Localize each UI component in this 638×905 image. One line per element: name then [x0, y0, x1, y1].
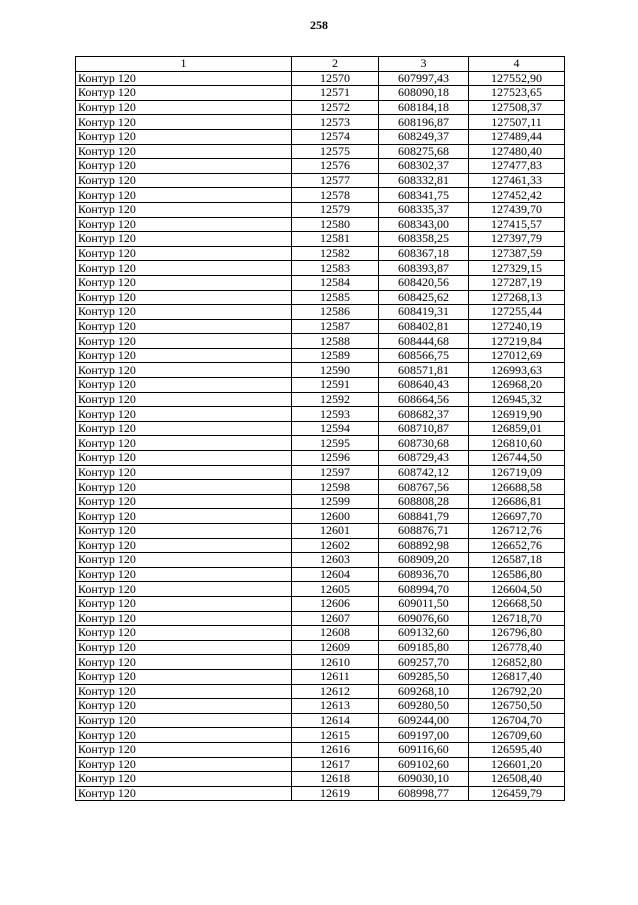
y-coordinate-cell: 126968,20: [469, 378, 565, 393]
contour-name-cell: Контур 120: [76, 728, 292, 743]
table-row: [76, 742, 565, 757]
y-coordinate-cell: 126688,58: [469, 480, 565, 495]
y-coordinate-cell: 127255,44: [469, 305, 565, 320]
table-row: [76, 538, 565, 553]
y-coordinate-cell: 126718,70: [469, 611, 565, 626]
contour-name-cell: Контур 120: [76, 494, 292, 509]
x-coordinate-cell: 608892,98: [379, 538, 469, 553]
table-header-row: [76, 57, 565, 72]
x-coordinate-cell: 608994,70: [379, 582, 469, 597]
x-coordinate-cell: 608275,68: [379, 144, 469, 159]
table-row: [76, 582, 565, 597]
x-coordinate-cell: 608767,56: [379, 480, 469, 495]
point-number-cell: 12601: [292, 524, 379, 539]
y-coordinate-cell: 127507,11: [469, 115, 565, 130]
table-row: [76, 451, 565, 466]
table-row: [76, 655, 565, 670]
y-coordinate-cell: 126796,80: [469, 626, 565, 641]
table-row: [76, 290, 565, 305]
y-coordinate-cell: 127012,69: [469, 348, 565, 363]
table-row: [76, 728, 565, 743]
table-row: [76, 129, 565, 144]
y-coordinate-cell: 127415,57: [469, 217, 565, 232]
contour-name-cell: Контур 120: [76, 173, 292, 188]
column-header-4: 4: [469, 57, 565, 72]
contour-name-cell: Контур 120: [76, 348, 292, 363]
table-row: [76, 640, 565, 655]
y-coordinate-cell: 127287,19: [469, 275, 565, 290]
point-number-cell: 12595: [292, 436, 379, 451]
table-row: [76, 596, 565, 611]
contour-name-cell: Контур 120: [76, 246, 292, 261]
y-coordinate-cell: 127477,83: [469, 159, 565, 174]
table-row: [76, 626, 565, 641]
point-number-cell: 12613: [292, 699, 379, 714]
y-coordinate-cell: 127268,13: [469, 290, 565, 305]
point-number-cell: 12614: [292, 713, 379, 728]
y-coordinate-cell: 127219,84: [469, 334, 565, 349]
x-coordinate-cell: 608682,37: [379, 407, 469, 422]
x-coordinate-cell: 609076,60: [379, 611, 469, 626]
contour-name-cell: Контур 120: [76, 363, 292, 378]
point-number-cell: 12571: [292, 86, 379, 101]
table-row: [76, 246, 565, 261]
table-row: [76, 772, 565, 787]
x-coordinate-cell: 608936,70: [379, 567, 469, 582]
x-coordinate-cell: 608444,68: [379, 334, 469, 349]
contour-name-cell: Контур 120: [76, 757, 292, 772]
x-coordinate-cell: 609197,00: [379, 728, 469, 743]
y-coordinate-cell: 126652,76: [469, 538, 565, 553]
point-number-cell: 12593: [292, 407, 379, 422]
point-number-cell: 12592: [292, 392, 379, 407]
x-coordinate-cell: 608332,81: [379, 173, 469, 188]
y-coordinate-cell: 126686,81: [469, 494, 565, 509]
table-body: [76, 71, 565, 801]
table-row: [76, 669, 565, 684]
y-coordinate-cell: 127552,90: [469, 71, 565, 86]
table-row: [76, 421, 565, 436]
x-coordinate-cell: 608184,18: [379, 100, 469, 115]
x-coordinate-cell: 608341,75: [379, 188, 469, 203]
x-coordinate-cell: 608335,37: [379, 202, 469, 217]
point-number-cell: 12610: [292, 655, 379, 670]
point-number-cell: 12608: [292, 626, 379, 641]
coordinates-table: [75, 56, 565, 801]
x-coordinate-cell: 608909,20: [379, 553, 469, 568]
point-number-cell: 12604: [292, 567, 379, 582]
point-number-cell: 12605: [292, 582, 379, 597]
x-coordinate-cell: 608664,56: [379, 392, 469, 407]
table-row: [76, 334, 565, 349]
y-coordinate-cell: 127329,15: [469, 261, 565, 276]
contour-name-cell: Контур 120: [76, 436, 292, 451]
point-number-cell: 12577: [292, 173, 379, 188]
y-coordinate-cell: 126792,20: [469, 684, 565, 699]
y-coordinate-cell: 126586,80: [469, 567, 565, 582]
contour-name-cell: Контур 120: [76, 202, 292, 217]
table-row: [76, 232, 565, 247]
x-coordinate-cell: 608710,87: [379, 421, 469, 436]
point-number-cell: 12618: [292, 772, 379, 787]
y-coordinate-cell: 126817,40: [469, 669, 565, 684]
contour-name-cell: Контур 120: [76, 392, 292, 407]
x-coordinate-cell: 609102,60: [379, 757, 469, 772]
point-number-cell: 12606: [292, 596, 379, 611]
x-coordinate-cell: 608640,43: [379, 378, 469, 393]
point-number-cell: 12607: [292, 611, 379, 626]
y-coordinate-cell: 127439,70: [469, 202, 565, 217]
y-coordinate-cell: 126919,90: [469, 407, 565, 422]
x-coordinate-cell: 608402,81: [379, 319, 469, 334]
point-number-cell: 12585: [292, 290, 379, 305]
table-row: [76, 524, 565, 539]
point-number-cell: 12611: [292, 669, 379, 684]
y-coordinate-cell: 126744,50: [469, 451, 565, 466]
x-coordinate-cell: 609285,50: [379, 669, 469, 684]
x-coordinate-cell: 608420,56: [379, 275, 469, 290]
x-coordinate-cell: 608742,12: [379, 465, 469, 480]
x-coordinate-cell: 608998,77: [379, 786, 469, 801]
x-coordinate-cell: 609280,50: [379, 699, 469, 714]
table-row: [76, 363, 565, 378]
y-coordinate-cell: 126778,40: [469, 640, 565, 655]
contour-name-cell: Контур 120: [76, 421, 292, 436]
x-coordinate-cell: 609030,10: [379, 772, 469, 787]
table-row: [76, 319, 565, 334]
x-coordinate-cell: 608196,87: [379, 115, 469, 130]
table-row: [76, 494, 565, 509]
x-coordinate-cell: 608393,87: [379, 261, 469, 276]
table-row: [76, 71, 565, 86]
contour-name-cell: Контур 120: [76, 334, 292, 349]
column-header-1: 1: [76, 57, 292, 72]
contour-name-cell: Контур 120: [76, 611, 292, 626]
table-row: [76, 509, 565, 524]
point-number-cell: 12597: [292, 465, 379, 480]
x-coordinate-cell: 609185,80: [379, 640, 469, 655]
contour-name-cell: Контур 120: [76, 451, 292, 466]
y-coordinate-cell: 127452,42: [469, 188, 565, 203]
contour-name-cell: Контур 120: [76, 465, 292, 480]
point-number-cell: 12612: [292, 684, 379, 699]
table-row: [76, 786, 565, 801]
table-row: [76, 261, 565, 276]
point-number-cell: 12599: [292, 494, 379, 509]
table-row: [76, 202, 565, 217]
y-coordinate-cell: 126459,79: [469, 786, 565, 801]
point-number-cell: 12572: [292, 100, 379, 115]
contour-name-cell: Контур 120: [76, 144, 292, 159]
contour-name-cell: Контур 120: [76, 786, 292, 801]
y-coordinate-cell: 126712,76: [469, 524, 565, 539]
x-coordinate-cell: 608419,31: [379, 305, 469, 320]
point-number-cell: 12602: [292, 538, 379, 553]
contour-name-cell: Контур 120: [76, 407, 292, 422]
page-number: 258: [310, 18, 328, 32]
table-row: [76, 407, 565, 422]
y-coordinate-cell: 126945,32: [469, 392, 565, 407]
x-coordinate-cell: 609132,60: [379, 626, 469, 641]
point-number-cell: 12576: [292, 159, 379, 174]
point-number-cell: 12580: [292, 217, 379, 232]
point-number-cell: 12588: [292, 334, 379, 349]
table-row: [76, 173, 565, 188]
table-row: [76, 305, 565, 320]
point-number-cell: 12586: [292, 305, 379, 320]
y-coordinate-cell: 127523,65: [469, 86, 565, 101]
y-coordinate-cell: 126668,50: [469, 596, 565, 611]
contour-name-cell: Контур 120: [76, 188, 292, 203]
table-row: [76, 275, 565, 290]
y-coordinate-cell: 127489,44: [469, 129, 565, 144]
y-coordinate-cell: 126604,50: [469, 582, 565, 597]
x-coordinate-cell: 609268,10: [379, 684, 469, 699]
table-row: [76, 144, 565, 159]
table-row: [76, 465, 565, 480]
contour-name-cell: Контур 120: [76, 582, 292, 597]
y-coordinate-cell: 127387,59: [469, 246, 565, 261]
point-number-cell: 12579: [292, 202, 379, 217]
x-coordinate-cell: 609257,70: [379, 655, 469, 670]
y-coordinate-cell: 126859,01: [469, 421, 565, 436]
table-row: [76, 436, 565, 451]
contour-name-cell: Контур 120: [76, 480, 292, 495]
contour-name-cell: Контур 120: [76, 772, 292, 787]
point-number-cell: 12581: [292, 232, 379, 247]
table-row: [76, 217, 565, 232]
point-number-cell: 12578: [292, 188, 379, 203]
contour-name-cell: Контур 120: [76, 261, 292, 276]
point-number-cell: 12617: [292, 757, 379, 772]
y-coordinate-cell: 126587,18: [469, 553, 565, 568]
table-row: [76, 100, 565, 115]
contour-name-cell: Контур 120: [76, 524, 292, 539]
y-coordinate-cell: 126993,63: [469, 363, 565, 378]
y-coordinate-cell: 127480,40: [469, 144, 565, 159]
contour-name-cell: Контур 120: [76, 217, 292, 232]
table-row: [76, 159, 565, 174]
point-number-cell: 12598: [292, 480, 379, 495]
point-number-cell: 12591: [292, 378, 379, 393]
contour-name-cell: Контур 120: [76, 275, 292, 290]
x-coordinate-cell: 608876,71: [379, 524, 469, 539]
table-row: [76, 348, 565, 363]
x-coordinate-cell: 608566,75: [379, 348, 469, 363]
x-coordinate-cell: 609244,00: [379, 713, 469, 728]
table-row: [76, 86, 565, 101]
x-coordinate-cell: 608090,18: [379, 86, 469, 101]
contour-name-cell: Контур 120: [76, 596, 292, 611]
point-number-cell: 12609: [292, 640, 379, 655]
contour-name-cell: Контур 120: [76, 742, 292, 757]
x-coordinate-cell: 608358,25: [379, 232, 469, 247]
point-number-cell: 12583: [292, 261, 379, 276]
y-coordinate-cell: 126719,09: [469, 465, 565, 480]
table-row: [76, 115, 565, 130]
x-coordinate-cell: 608249,37: [379, 129, 469, 144]
contour-name-cell: Контур 120: [76, 100, 292, 115]
contour-name-cell: Контур 120: [76, 626, 292, 641]
y-coordinate-cell: 127240,19: [469, 319, 565, 334]
point-number-cell: 12590: [292, 363, 379, 378]
contour-name-cell: Контур 120: [76, 699, 292, 714]
contour-name-cell: Контур 120: [76, 290, 292, 305]
point-number-cell: 12570: [292, 71, 379, 86]
point-number-cell: 12587: [292, 319, 379, 334]
point-number-cell: 12582: [292, 246, 379, 261]
column-header-3: 3: [379, 57, 469, 72]
contour-name-cell: Контур 120: [76, 129, 292, 144]
contour-name-cell: Контур 120: [76, 538, 292, 553]
x-coordinate-cell: 608841,79: [379, 509, 469, 524]
contour-name-cell: Контур 120: [76, 640, 292, 655]
x-coordinate-cell: 608729,43: [379, 451, 469, 466]
contour-name-cell: Контур 120: [76, 71, 292, 86]
table-row: [76, 757, 565, 772]
point-number-cell: 12619: [292, 786, 379, 801]
table-row: [76, 378, 565, 393]
point-number-cell: 12573: [292, 115, 379, 130]
x-coordinate-cell: 608367,18: [379, 246, 469, 261]
contour-name-cell: Контур 120: [76, 567, 292, 582]
point-number-cell: 12603: [292, 553, 379, 568]
column-header-2: 2: [292, 57, 379, 72]
point-number-cell: 12615: [292, 728, 379, 743]
table-row: [76, 567, 565, 582]
contour-name-cell: Контур 120: [76, 86, 292, 101]
point-number-cell: 12616: [292, 742, 379, 757]
y-coordinate-cell: 126601,20: [469, 757, 565, 772]
x-coordinate-cell: 608425,62: [379, 290, 469, 305]
contour-name-cell: Контур 120: [76, 684, 292, 699]
table-row: [76, 699, 565, 714]
contour-name-cell: Контур 120: [76, 232, 292, 247]
point-number-cell: 12600: [292, 509, 379, 524]
contour-name-cell: Контур 120: [76, 553, 292, 568]
contour-name-cell: Контур 120: [76, 713, 292, 728]
y-coordinate-cell: 126852,80: [469, 655, 565, 670]
contour-name-cell: Контур 120: [76, 509, 292, 524]
x-coordinate-cell: 608302,37: [379, 159, 469, 174]
y-coordinate-cell: 126750,50: [469, 699, 565, 714]
x-coordinate-cell: 608343,00: [379, 217, 469, 232]
y-coordinate-cell: 126697,70: [469, 509, 565, 524]
table-row: [76, 553, 565, 568]
x-coordinate-cell: 609116,60: [379, 742, 469, 757]
x-coordinate-cell: 608730,68: [379, 436, 469, 451]
y-coordinate-cell: 127508,37: [469, 100, 565, 115]
y-coordinate-cell: 126595,40: [469, 742, 565, 757]
x-coordinate-cell: 608571,81: [379, 363, 469, 378]
contour-name-cell: Контур 120: [76, 319, 292, 334]
y-coordinate-cell: 126709,60: [469, 728, 565, 743]
table-row: [76, 392, 565, 407]
table-row: [76, 188, 565, 203]
contour-name-cell: Контур 120: [76, 669, 292, 684]
y-coordinate-cell: 126810,60: [469, 436, 565, 451]
table-row: [76, 684, 565, 699]
x-coordinate-cell: 607997,43: [379, 71, 469, 86]
point-number-cell: 12575: [292, 144, 379, 159]
table-row: [76, 611, 565, 626]
point-number-cell: 12574: [292, 129, 379, 144]
point-number-cell: 12596: [292, 451, 379, 466]
y-coordinate-cell: 126508,40: [469, 772, 565, 787]
point-number-cell: 12594: [292, 421, 379, 436]
y-coordinate-cell: 127461,33: [469, 173, 565, 188]
contour-name-cell: Контур 120: [76, 378, 292, 393]
y-coordinate-cell: 127397,79: [469, 232, 565, 247]
x-coordinate-cell: 609011,50: [379, 596, 469, 611]
x-coordinate-cell: 608808,28: [379, 494, 469, 509]
contour-name-cell: Контур 120: [76, 655, 292, 670]
table-row: [76, 480, 565, 495]
point-number-cell: 12584: [292, 275, 379, 290]
contour-name-cell: Контур 120: [76, 305, 292, 320]
table-row: [76, 713, 565, 728]
point-number-cell: 12589: [292, 348, 379, 363]
contour-name-cell: Контур 120: [76, 159, 292, 174]
contour-name-cell: Контур 120: [76, 115, 292, 130]
y-coordinate-cell: 126704,70: [469, 713, 565, 728]
